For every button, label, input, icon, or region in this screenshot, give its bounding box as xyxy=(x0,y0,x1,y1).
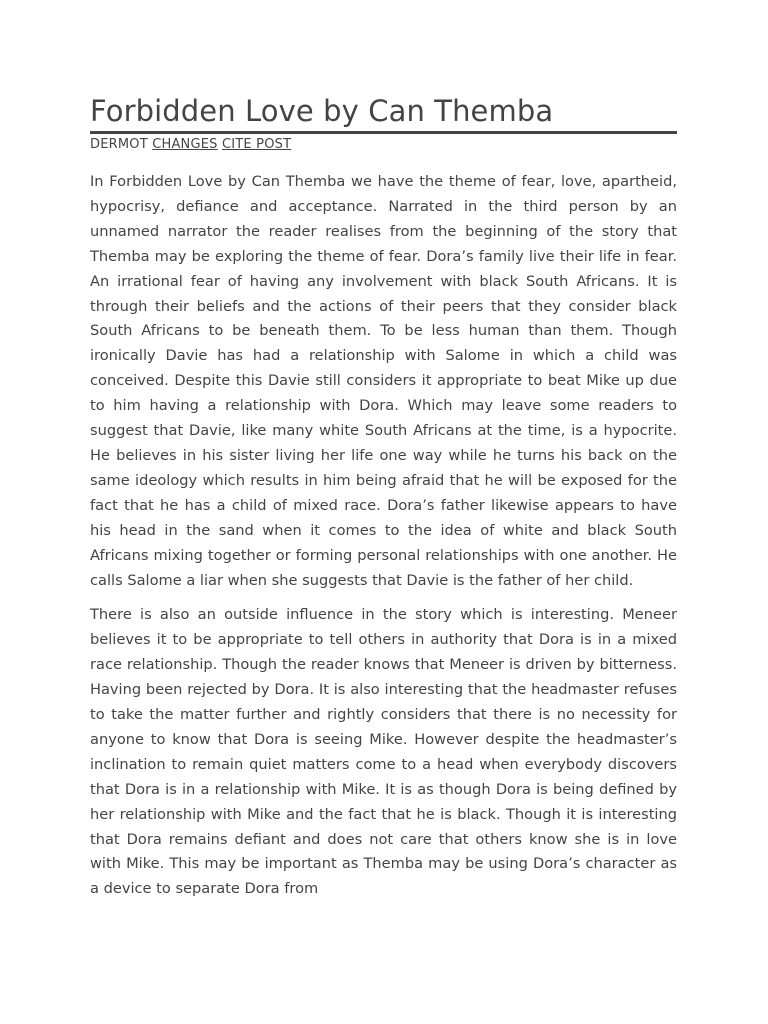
author-name: DERMOT xyxy=(90,137,148,152)
paragraph: In Forbidden Love by Can Themba we have the theme of fear, love, apartheid, hypocrisy, defiance and acceptance. Narrated in the third person by an unnamed narrator the reader realises from the beginning of the story that Themba may be exploring the theme of fear. Dora’s family live their life in fear. An irrational fear of having any involvement with black South Africans. It is through their beliefs and the actions of their peers that they consider black South Africans to be beneath them. To be less human than them. Though ironically Davie has had a relationship with Salome in which a child was conceived. Despite this Davie still considers it appropriate to beat Mike up due to him having a relationship with Dora. Which may leave some readers to suggest that Davie, like many white South Africans at the time, is a hypocrite. He believes in his sister living her life one way while he turns his back on the same ideology which results in him being afraid that he will be exposed for the fact that he has a child of mixed race. Dora’s father likewise appears to have his head in the sand when it comes to the idea of white and black South Africans mixing together or forming personal relationships with one another. He calls Salome a liar when she suggests that Davie is the father of her child. xyxy=(90,173,677,589)
post-meta xyxy=(90,136,677,154)
title-divider xyxy=(90,131,677,134)
article-body xyxy=(90,170,677,902)
cite-post-link[interactable]: CITE POST xyxy=(221,137,292,152)
article xyxy=(90,92,677,912)
changes-link[interactable]: CHANGES xyxy=(152,137,218,152)
page-title: Forbidden Love by Can Themba xyxy=(90,94,554,128)
paragraph: There is also an outside influence in the story which is interesting. Meneer believes it to be appropriate to tell others in authority that Dora is in a mixed race relationship. Though the reader knows that Meneer is driven by bitterness. Having been rejected by Dora. It is also interesting that the headmaster refuses to take the matter further and rightly considers that there is no necessity for anyone to know that Dora is seeing Mike. However despite the headmaster’s inclination to remain quiet matters come to a head when everybody discovers that Dora is in a relationship with Mike. It is as though Dora is being defined by her relationship with Mike and the fact that he is black. Though it is interesting that Dora remains defiant and does not care that others know she is in love with Mike. This may be important as Themba may be using Dora’s character as a device to separate Dora from xyxy=(90,606,677,898)
